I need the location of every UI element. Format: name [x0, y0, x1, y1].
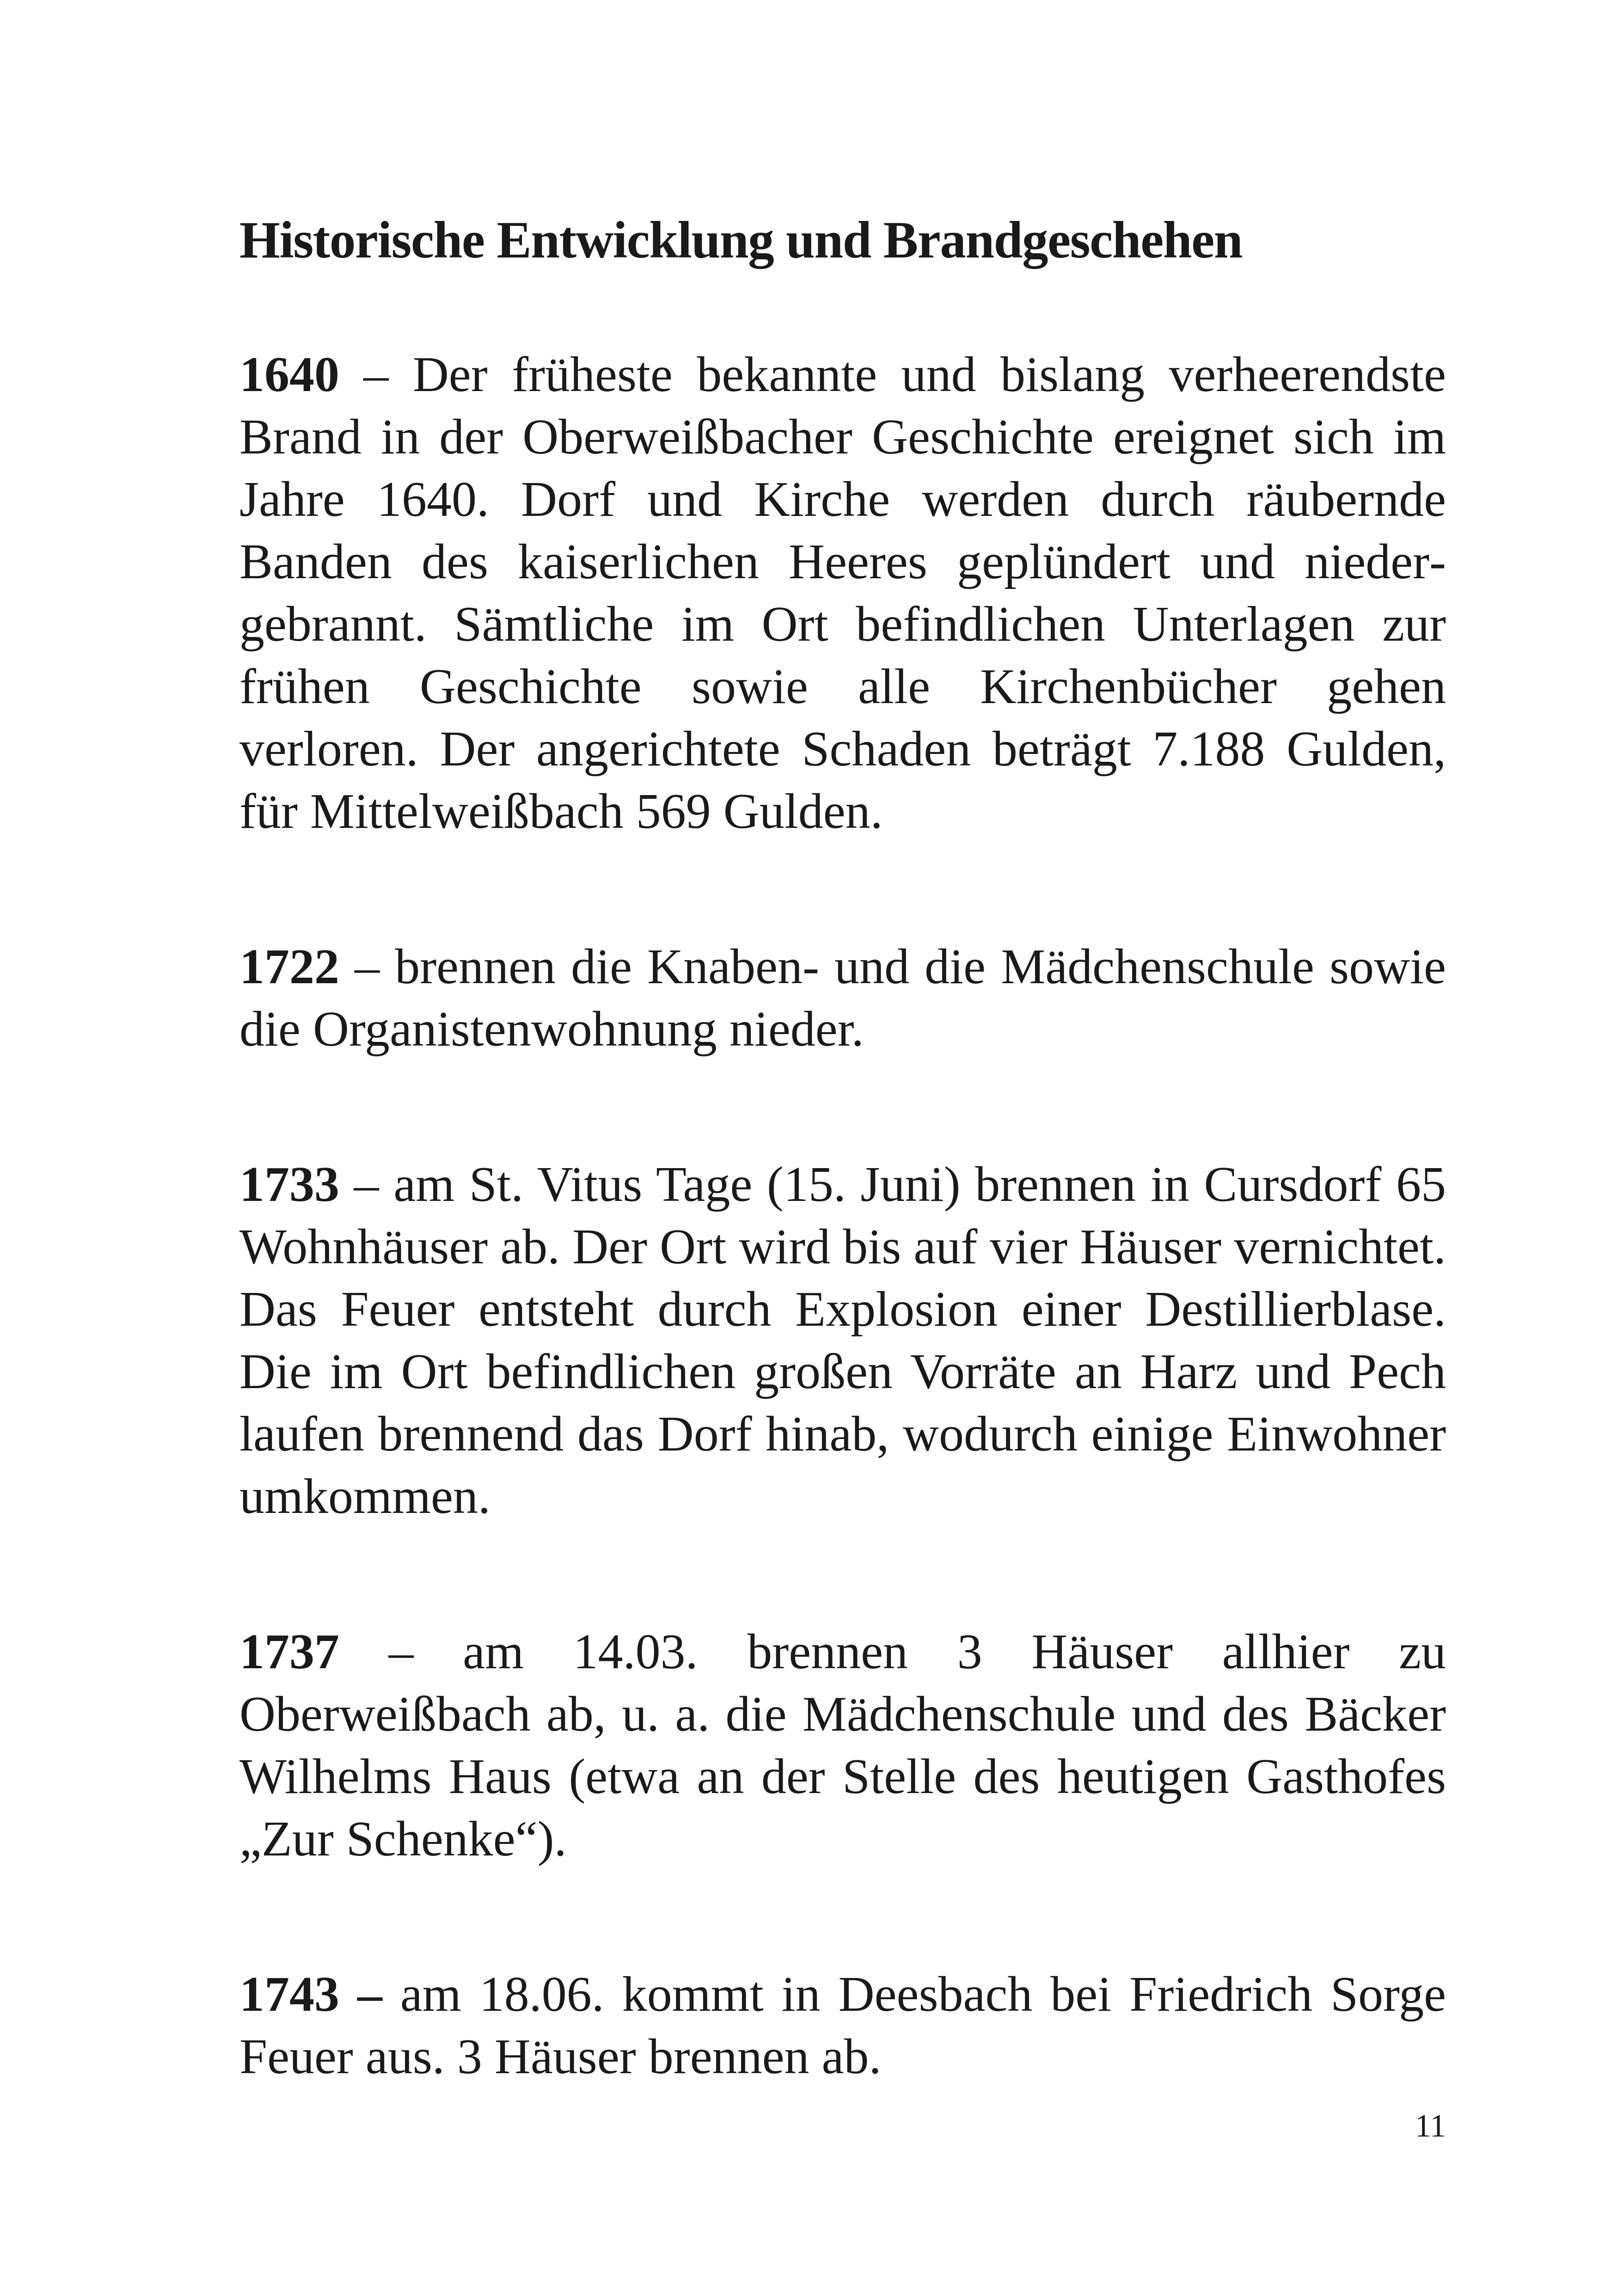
entry-year: 1743 –: [239, 1967, 382, 2022]
entry-text: am 18.06. kommt in Deesbach bei Friedrich Sorge Feuer aus. 3 Häuser brennen ab.: [239, 1967, 1446, 2084]
chronicle-entry-1733: 1733 – am St. Vitus Tage (15. Juni) brennen in Cursdorf 65 Wohnhäuser ab. Der Ort wird bis auf vier Häuser vernichtet. Das Feuer entsteht durch Explosion einer Destillierblase. Die im Ort befindlichen großen Vorräte an Harz und Pech laufen brennend das Dorf hinab, wodurch einige Einwohner umkommen.: [239, 1157, 1446, 1524]
entry-year: 1733: [239, 1157, 339, 1212]
entry-year: 1722: [239, 939, 339, 994]
chronicle-entry-1737: 1737 – am 14.03. brennen 3 Häuser allhier zu Oberweißbach ab, u. a. die Mädchenschule und des Bäcker Wilhelms Haus (etwa an der Stelle des heutigen Gasthofes „Zur Schenke“).: [239, 1624, 1446, 1867]
entry-year: 1737: [239, 1624, 339, 1679]
entry-year-number: 1743: [239, 1967, 339, 2022]
chronicle-entry-1722: 1722 – brennen die Knaben- und die Mädchenschule sowie die Organistenwohnung nieder.: [239, 939, 1446, 1057]
page-title: Historische Entwicklung und Brandgeschehen: [239, 211, 1243, 269]
page-number: 11: [1415, 2108, 1446, 2144]
entry-year: 1640: [239, 347, 339, 402]
entry-text: Der früheste bekannte und bislang verheerendste Brand in der Oberweißbacher Geschichte ereignet sich im Jahre 1640. Dorf und Kirche werden durch räubernde Banden des kaiserlichen Heeres geplündert und niedergebrannt. Sämtliche im Ort befindlichen Unterlagen zur frühen Geschichte sowie alle Kirchenbücher gehen verloren. Der angerichtete Schaden beträgt 7.188 Gulden, für Mittelweißbach 569 Gulden.: [239, 347, 1446, 839]
entry-text: am St. Vitus Tage (15. Juni) brennen in Cursdorf 65 Wohnhäuser ab. Der Ort wird bis auf vier Häuser vernichtet. Das Feuer entsteht durch Explosion einer Destillierblase. Die im Ort befindlichen großen Vorräte an Harz und Pech laufen brennend das Dorf hinab, wodurch einige Einwohner umkommen.: [239, 1157, 1446, 1524]
chronicle-entries: [239, 343, 1446, 2181]
entry-text: am 14.03. brennen 3 Häuser allhier zu Oberweißbach ab, u. a. die Mädchenschule und des Bäcker Wilhelms Haus (etwa an der Stelle des heutigen Gasthofes „Zur Schenke“).: [239, 1624, 1446, 1867]
entry-text: brennen die Knaben- und die Mädchenschule sowie die Organistenwohnung nieder.: [239, 939, 1446, 1057]
chronicle-entry-1640: 1640 – Der früheste bekannte und bislang verheerendste Brand in der Oberweißbacher Geschichte ereignet sich im Jahre 1640. Dorf und Kirche werden durch räubernde Banden des kaiserlichen Heeres geplündert und niedergebrannt. Sämtliche im Ort befindlichen Unterlagen zur frühen Geschichte sowie alle Kirchenbücher gehen verloren. Der angerichtete Schaden beträgt 7.188 Gulden, für Mittelweißbach 569 Gulden.: [239, 347, 1446, 839]
chronicle-entry-1743: [239, 1963, 1446, 2088]
